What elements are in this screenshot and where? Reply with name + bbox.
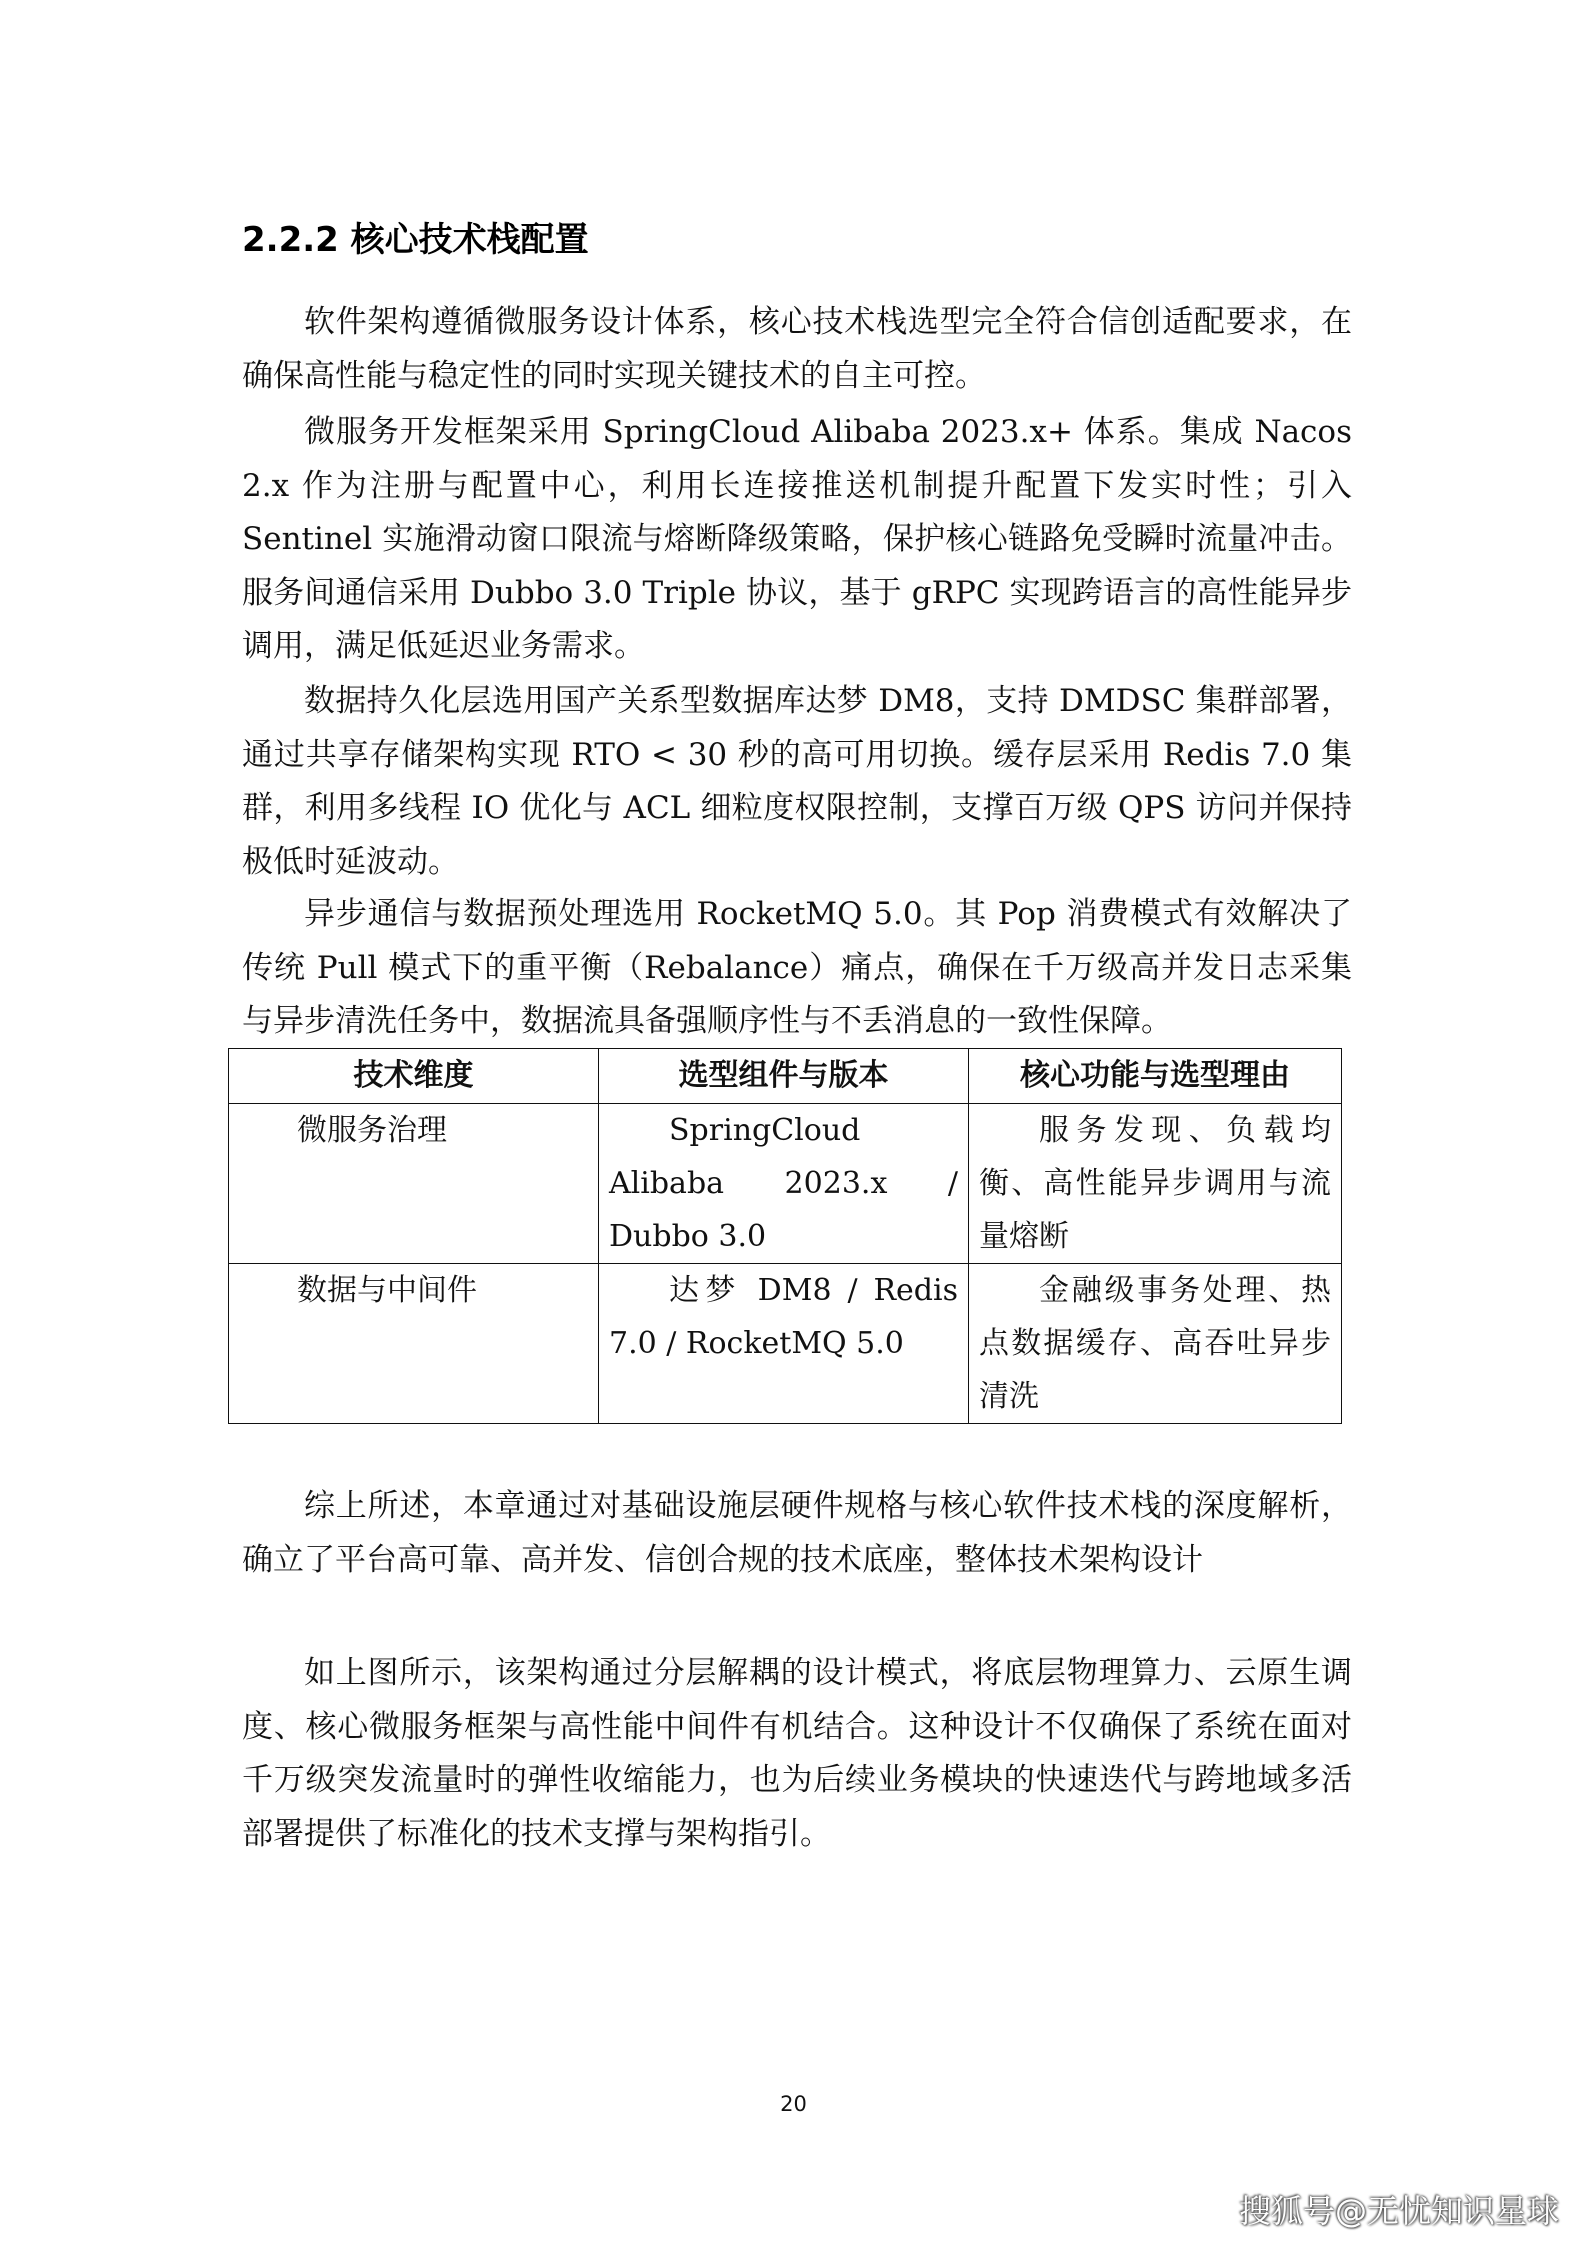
table-header-reason: 核心功能与选型理由 xyxy=(969,1049,1342,1104)
table-cell-dimension: 数据与中间件 xyxy=(229,1264,599,1424)
section-heading: 2.2.2 核心技术栈配置 xyxy=(242,220,589,260)
table-cell-dimension: 微服务治理 xyxy=(229,1104,599,1264)
table-cell-reason: 服务发现、负载均衡、高性能异步调用与流量熔断 xyxy=(969,1104,1342,1264)
table-cell-component: 达梦 DM8 / Redis 7.0 / RocketMQ 5.0 xyxy=(599,1264,969,1424)
paragraph-microservice: 微服务开发框架采用 SpringCloud Alibaba 2023.x+ 体系。集成 Nacos 2.x 作为注册与配置中心，利用长连接推送机制提升配置下发实时性；引入 Sentinel 实施滑动窗口限流与熔断降级策略，保护核心链路免受瞬时流量冲击。服务间通信采用 Dubbo 3.0 Triple 协议，基于 gRPC 实现跨语言的高性能异步调用，满足低延迟业务需求。 xyxy=(242,414,1352,664)
watermark: 搜狐号@无忧知识星球 xyxy=(1238,2192,1559,2230)
paragraph-summary: 综上所述，本章通过对基础设施层硬件规格与核心软件技术栈的深度解析，确立了平台高可靠、高并发、信创合规的技术底座，整体技术架构设计 xyxy=(242,1488,1352,1578)
paragraph-intro: 软件架构遵循微服务设计体系，核心技术栈选型完全符合信创适配要求，在确保高性能与稳定性的同时实现关键技术的自主可控。 xyxy=(242,304,1352,394)
table-row xyxy=(229,1264,1342,1424)
table-header-component: 选型组件与版本 xyxy=(599,1049,969,1104)
paragraph-architecture: 如上图所示，该架构通过分层解耦的设计模式，将底层物理算力、云原生调度、核心微服务框架与高性能中间件有机结合。这种设计不仅确保了系统在面对千万级突发流量时的弹性收缩能力，也为后续业务模块的快速迭代与跨地域多活部署提供了标准化的技术支撑与架构指引。 xyxy=(242,1655,1352,1852)
paragraph-persistence: 数据持久化层选用国产关系型数据库达梦 DM8，支持 DMDSC 集群部署，通过共享存储架构实现 RTO < 30 秒的高可用切换。缓存层采用 Redis 7.0 集群，利用多线程 IO 优化与 ACL 细粒度权限控制，支撑百万级 QPS 访问并保持极低时延波动。 xyxy=(242,683,1352,880)
table-row xyxy=(229,1104,1342,1264)
paragraph-messaging: 异步通信与数据预处理选用 RocketMQ 5.0。其 Pop 消费模式有效解决了传统 Pull 模式下的重平衡（Rebalance）痛点，确保在千万级高并发日志采集与异步清洗任务中，数据流具备强顺序性与不丢消息的一致性保障。 xyxy=(242,896,1352,1039)
table-header-row xyxy=(229,1049,1342,1104)
table-cell-component: SpringCloud Alibaba 2023.x / Dubbo 3.0 xyxy=(599,1104,969,1264)
table-header-dimension: 技术维度 xyxy=(229,1049,599,1104)
page-number: 20 xyxy=(780,2092,807,2116)
table-cell-reason: 金融级事务处理、热点数据缓存、高吞吐异步清洗 xyxy=(969,1264,1342,1424)
tech-stack-table xyxy=(228,1048,1342,1424)
